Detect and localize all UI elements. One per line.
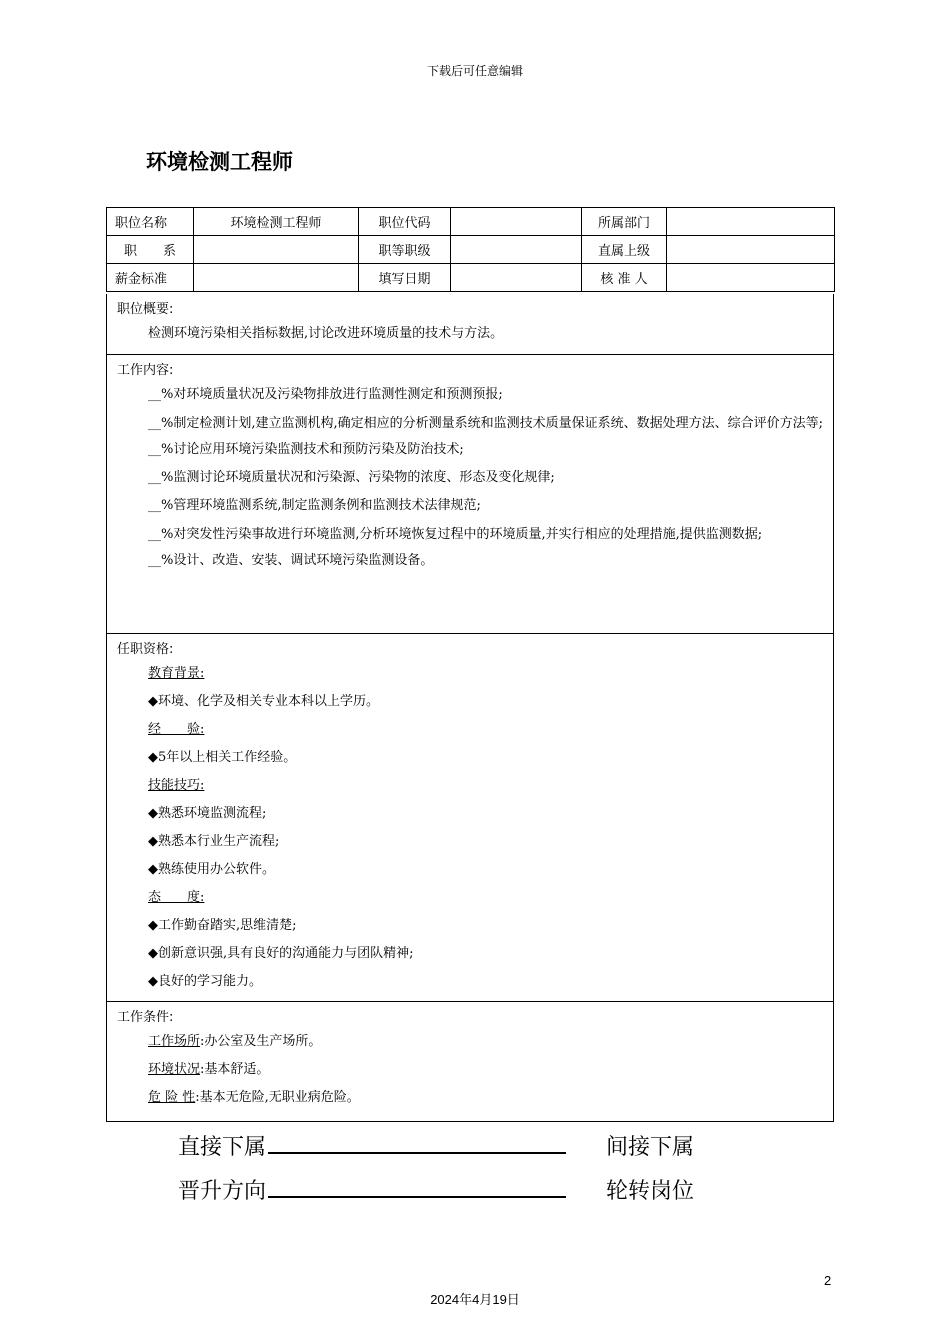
list-item: __%讨论应用环境污染监测技术和预防污染及防治技术; bbox=[148, 442, 464, 457]
label-position-code: 职位代码 bbox=[359, 208, 451, 236]
indirect-subordinates-label: 间接下属 bbox=[606, 1135, 695, 1160]
value-salary bbox=[194, 264, 359, 292]
value-position-code bbox=[451, 208, 582, 236]
list-item: ◆工作勤奋踏实,思维清楚; bbox=[148, 918, 297, 933]
list-item: __%监测讨论环境质量状况和污染源、污染物的浓度、形态及变化规律; bbox=[148, 470, 555, 485]
conditions-section bbox=[106, 1002, 834, 1122]
label-supervisor: 直属上级 bbox=[582, 236, 667, 264]
education-label: 教育背景: bbox=[148, 666, 205, 681]
direct-subordinates-line bbox=[268, 1132, 566, 1154]
label-job-family: 职 系 bbox=[107, 236, 194, 264]
environment-label: 环境状况 bbox=[148, 1062, 201, 1077]
workplace-value: :办公室及生产场所。 bbox=[200, 1034, 322, 1049]
header-note: 下载后可任意编辑 bbox=[426, 64, 523, 78]
list-item: ◆熟悉本行业生产流程; bbox=[148, 834, 280, 849]
table-row bbox=[107, 208, 835, 236]
skills-label: 技能技巧: bbox=[148, 778, 205, 793]
value-department bbox=[667, 208, 835, 236]
direct-subordinates-row bbox=[178, 1130, 566, 1161]
label-salary: 薪金标准 bbox=[107, 264, 194, 292]
rotation-label: 轮转岗位 bbox=[606, 1179, 695, 1204]
value-position-name: 环境检测工程师 bbox=[194, 208, 359, 236]
conditions-heading: 工作条件: bbox=[117, 1010, 174, 1025]
list-item: ◆熟悉环境监测流程; bbox=[148, 806, 267, 821]
label-fill-date: 填写日期 bbox=[359, 264, 451, 292]
qualifications-section bbox=[106, 634, 834, 1002]
promotion-line bbox=[268, 1176, 566, 1198]
job-info-table bbox=[106, 207, 835, 292]
label-grade: 职等职级 bbox=[359, 236, 451, 264]
list-item: __%对突发性污染事故进行环境监测,分析环境恢复过程中的环境质量,并实行相应的处理措施,提供监测数据; bbox=[148, 527, 763, 542]
value-fill-date bbox=[451, 264, 582, 292]
list-item: ◆创新意识强,具有良好的沟通能力与团队精神; bbox=[148, 946, 414, 961]
table-row bbox=[107, 236, 835, 264]
label-approver: 核 准 人 bbox=[582, 264, 667, 292]
list-item: ◆良好的学习能力。 bbox=[148, 974, 262, 989]
list-item: ◆熟练使用办公软件。 bbox=[148, 862, 275, 877]
work-content-heading: 工作内容: bbox=[117, 363, 174, 378]
attitude-label: 态 度: bbox=[148, 890, 205, 905]
promotion-row bbox=[178, 1174, 566, 1205]
overview-section bbox=[106, 294, 834, 355]
label-position-name: 职位名称 bbox=[107, 208, 194, 236]
risk-label: 危 险 性 bbox=[148, 1090, 196, 1105]
footer-date: 2024年4月19日 bbox=[430, 1292, 520, 1307]
list-item: ◆5年以上相关工作经验。 bbox=[148, 750, 297, 765]
direct-subordinates-label: 直接下属 bbox=[178, 1135, 267, 1160]
list-item: ◆环境、化学及相关专业本科以上学历。 bbox=[148, 694, 379, 709]
page-title: 环境检测工程师 bbox=[146, 150, 293, 174]
overview-heading: 职位概要: bbox=[117, 302, 174, 317]
overview-text: 检测环境污染相关指标数据,讨论改进环境质量的技术与方法。 bbox=[148, 326, 504, 341]
risk-value: :基本无危险,无职业病危险。 bbox=[195, 1090, 360, 1105]
list-item: __%管理环境监测系统,制定监测条例和监测技术法律规范; bbox=[148, 498, 481, 513]
experience-label: 经 验: bbox=[148, 722, 205, 737]
work-content-section bbox=[106, 355, 834, 634]
qualifications-heading: 任职资格: bbox=[117, 642, 174, 657]
value-approver bbox=[667, 264, 835, 292]
list-item: __%对环境质量状况及污染物排放进行监测性测定和预测预报; bbox=[148, 387, 503, 402]
value-job-family bbox=[194, 236, 359, 264]
table-row bbox=[107, 264, 835, 292]
page-number: 2 bbox=[824, 1273, 832, 1288]
label-department: 所属部门 bbox=[582, 208, 667, 236]
promotion-label: 晋升方向 bbox=[178, 1179, 267, 1204]
list-item: __%设计、改造、安装、调试环境污染监测设备。 bbox=[148, 553, 434, 568]
environment-value: :基本舒适。 bbox=[200, 1062, 270, 1077]
workplace-label: 工作场所 bbox=[148, 1034, 201, 1049]
value-supervisor bbox=[667, 236, 835, 264]
value-grade bbox=[451, 236, 582, 264]
list-item: __%制定检测计划,建立监测机构,确定相应的分析测量系统和监测技术质量保证系统、数据处理方法、综合评价方法等; bbox=[148, 416, 823, 431]
